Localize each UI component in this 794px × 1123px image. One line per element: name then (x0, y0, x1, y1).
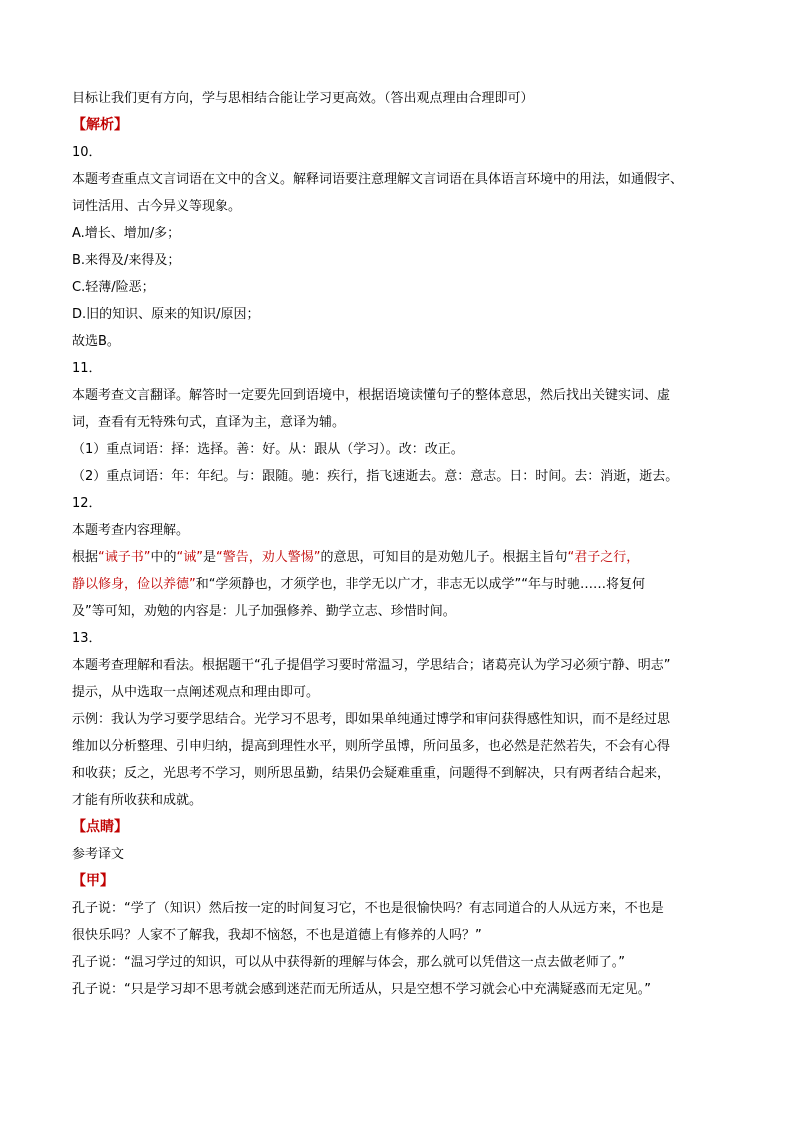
paragraph-line: 很快乐吗？人家不了解我，我却不恼怒，不也是道德上有修养的人吗？” (72, 928, 482, 943)
paragraph-line (72, 575, 724, 594)
section-heading-highlight: 【点睛】 (72, 819, 128, 835)
conclusion-line: 故选B。 (72, 334, 120, 349)
paragraph-line (72, 548, 724, 567)
reference-translation-label: 参考译文 (72, 847, 125, 862)
key-words-1: （1）重点词语：择：选择。善：好。从：跟从（学习）。改：改正。 (72, 442, 464, 457)
text-run: 是 (203, 550, 217, 565)
analysis-paragraph-10 (72, 170, 724, 216)
text-run: 的意思，可知目的是劝勉儿子。根据主旨句 (320, 550, 568, 565)
text-run: 根据 (72, 550, 99, 565)
section-heading-analysis: 【解析】 (72, 117, 128, 133)
document-page (72, 89, 724, 1007)
quoted-word-red: “诫” (176, 550, 203, 565)
question-number-13: 13． (72, 631, 102, 646)
analysis-intro-12: 本题考查内容理解。 (72, 523, 190, 538)
analysis-paragraph-13 (72, 656, 724, 702)
paragraph-line: 本题考查理解和看法。根据题干“孔子提倡学习要时常温习，学思结合；诸葛亮认为学习必须宁静、明志” (72, 658, 671, 673)
option-c: C.轻薄/险恶； (72, 280, 155, 295)
section-heading-jia: 【甲】 (72, 873, 114, 889)
translation-paragraph-1 (72, 899, 724, 945)
analysis-paragraph-11 (72, 386, 724, 432)
example-paragraph-13 (72, 710, 724, 810)
quoted-theme-red: 静以修身，俭以养德” (72, 577, 196, 592)
paragraph-line: 维加以分析整理、引申归纳，提高到理性水平，则所学虽博，所问虽多，也必然是茫然若失，不会有心得 (72, 739, 671, 754)
paragraph-line: 本题考查重点文言词语在文中的含义。解释词语要注意理解文言词语在具体语言环境中的用法，如通假字、 (72, 172, 684, 187)
text-run: 和“学须静也，才须学也，非学无以广才，非志无以成学”“年与时驰……将复何 (195, 577, 645, 592)
key-words-2: （2）重点词语：年：年纪。与：跟随。驰：疾行，指飞速逝去。意：意志。日：时间。去：消逝，逝去。 (72, 469, 679, 484)
text-run: 中的 (150, 550, 177, 565)
option-d: D.旧的知识、原来的知识/原因； (72, 307, 260, 322)
paragraph-line: 和收获；反之，光思考不学习，则所思虽勤，结果仍会疑难重重，问题得不到解决，只有两者结合起来， (72, 766, 671, 781)
option-b: B.来得及/来得及； (72, 253, 181, 268)
question-number-11: 11． (72, 361, 102, 376)
question-number-12: 12． (72, 496, 102, 511)
quoted-meaning-red: “警告，劝人警惕” (216, 550, 321, 565)
translation-paragraph-2: 孔子说：“温习学过的知识，可以从中获得新的理解与体会，那么就可以凭借这一点去做老师了。” (72, 955, 625, 970)
translation-paragraph-3: 孔子说：“只是学习却不思考就会感到迷茫而无所适从，只是空想不学习就会心中充满疑惑而无定见。” (72, 982, 651, 997)
paragraph-line: 本题考查文言翻译。解答时一定要先回到语境中，根据语境读懂句子的整体意思，然后找出关键实词、虚 (72, 388, 671, 403)
paragraph-line: 才能有所收获和成就。 (72, 793, 203, 808)
paragraph-line: 及”等可知，劝勉的内容是：儿子加强修养、勤学立志、珍惜时间。 (72, 604, 456, 619)
question-number-10: 10． (72, 145, 102, 160)
paragraph-line: 提示，从中选取一点阐述观点和理由即可。 (72, 685, 320, 700)
paragraph-line: 示例：我认为学习要学思结合。光学习不思考，即如果单纯通过博学和审问获得感性知识，而不是经过思 (72, 712, 671, 727)
option-a: A.增长、增加/多； (72, 226, 181, 241)
paragraph-line: 孔子说：“学了（知识）然后按一定的时间复习它，不也是很愉快吗？有志同道合的人从远方来，不也是 (72, 901, 664, 916)
quoted-theme-red: “君子之行， (567, 550, 640, 565)
paragraph-line: 词，查看有无特殊句式，直译为主，意译为辅。 (72, 415, 346, 430)
paragraph-line: 词性活用、古今异义等现象。 (72, 199, 242, 214)
analysis-paragraph-12 (72, 548, 724, 621)
quoted-title-red: “诫子书” (98, 550, 151, 565)
answer-line: 目标让我们更有方向，学与思相结合能让学习更高效。（答出观点理由合理即可） (72, 91, 534, 106)
